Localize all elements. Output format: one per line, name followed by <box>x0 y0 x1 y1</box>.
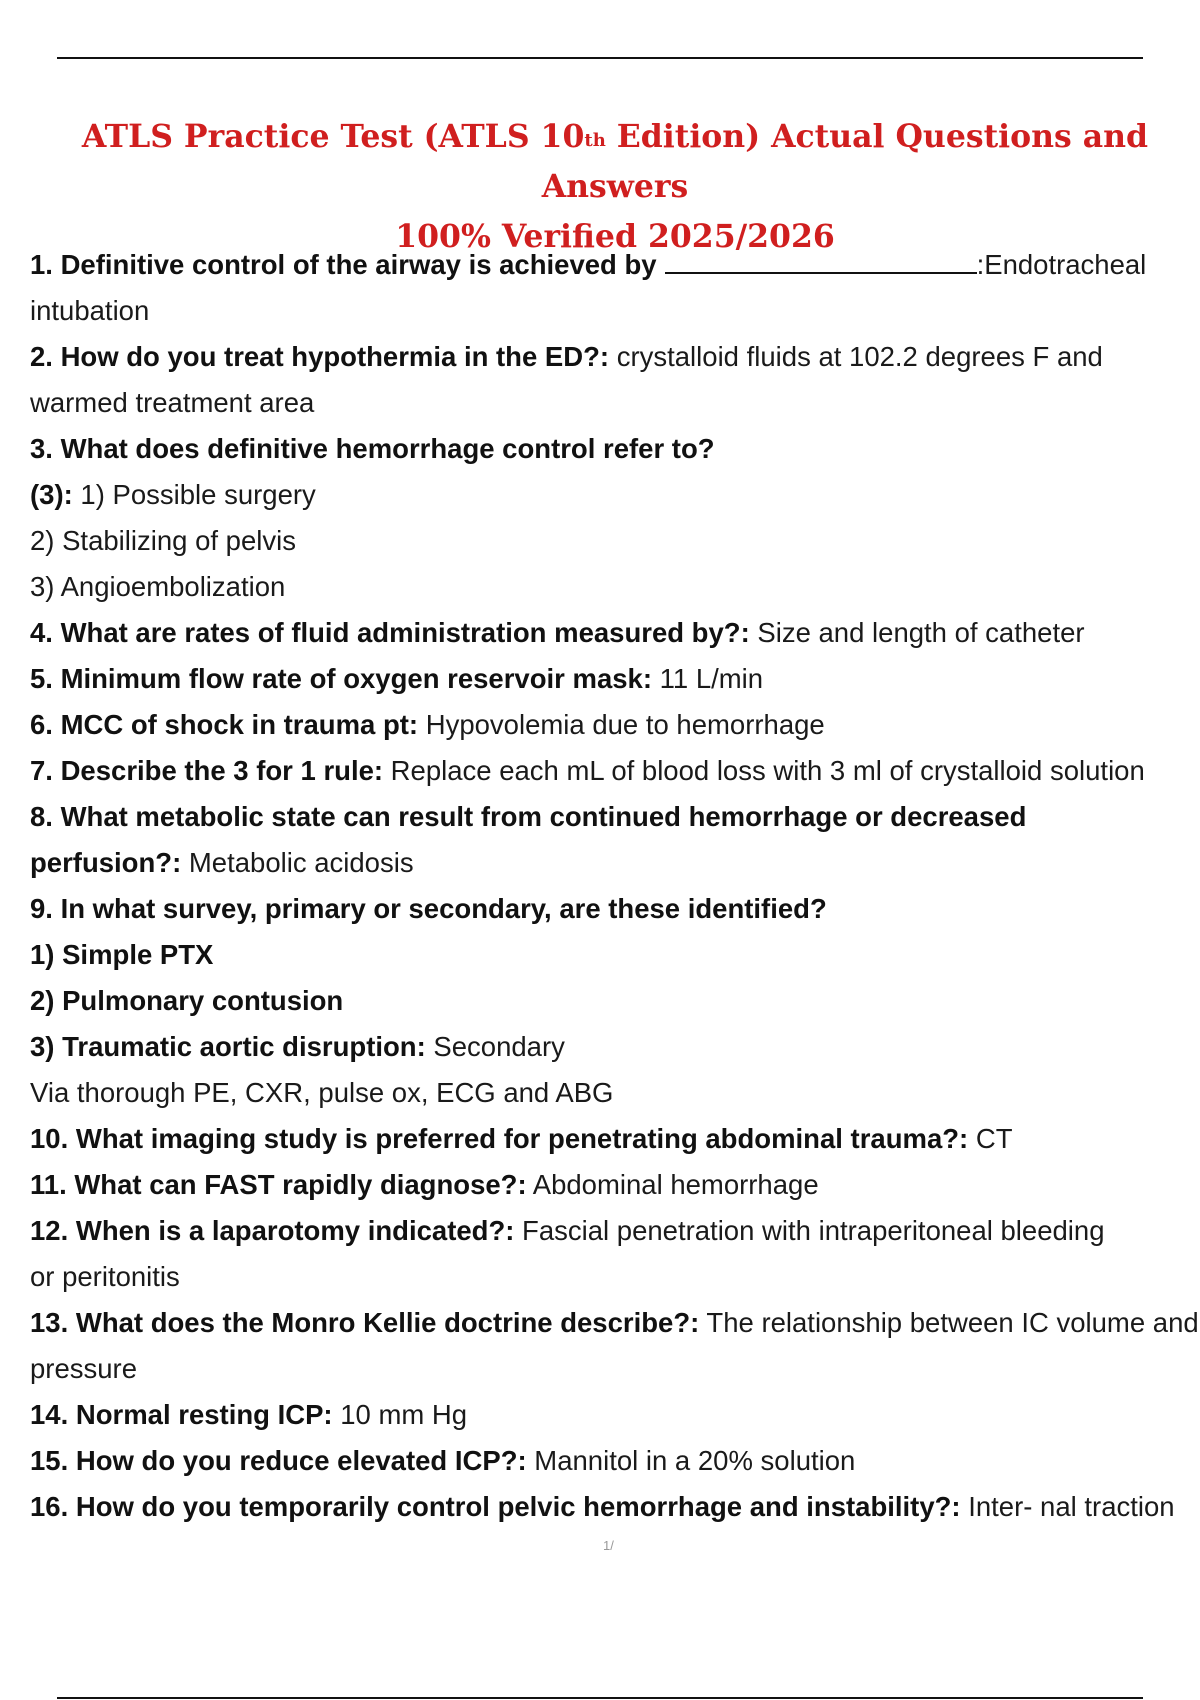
question-text: 1) Simple PTX <box>30 939 214 970</box>
qa-line <box>30 702 1200 748</box>
answer-text: 10 mm Hg <box>332 1399 468 1430</box>
qa-line <box>30 426 1200 472</box>
qa-line <box>30 1392 1200 1438</box>
question-text: 2) Pulmonary contusion <box>30 985 344 1016</box>
qa-line <box>30 1346 1200 1392</box>
question-text: 1. Definitive control of the airway is achieved by <box>30 249 657 280</box>
qa-line <box>30 794 1200 840</box>
title-line-2: 100% Verified 2025/2026 <box>395 218 835 255</box>
answer-text: 3) Angioembolization <box>30 571 286 602</box>
qa-line <box>30 1438 1200 1484</box>
answer-text: Via thorough PE, CXR, pulse ox, ECG and ABG <box>30 1077 614 1108</box>
qa-line <box>30 518 1200 564</box>
answer-text: Mannitol in a 20% solution <box>526 1445 856 1476</box>
answer-text: :Endotracheal <box>976 249 1147 280</box>
answer-text: 1) Possible surgery <box>72 479 316 510</box>
question-text: 3) Traumatic aortic disruption: <box>30 1031 426 1062</box>
qa-line <box>30 1070 1200 1116</box>
qa-line <box>30 1254 1200 1300</box>
qa-line <box>30 472 1200 518</box>
question-text: 2. How do you treat hypothermia in the ED?: <box>30 341 610 372</box>
title-line-1: ATLS Practice Test (ATLS 10th Edition) Actual Questions and Answers <box>81 118 1149 205</box>
bottom-rule <box>57 1697 1143 1699</box>
qa-line <box>30 656 1200 702</box>
answer-text: The relationship between IC volume and <box>699 1307 1199 1338</box>
qa-line <box>30 978 1200 1024</box>
question-text: 9. In what survey, primary or secondary, are these identified? <box>30 893 827 924</box>
qa-line <box>30 610 1200 656</box>
question-text: 3. What does definitive hemorrhage control refer to? <box>30 433 715 464</box>
question-text: 5. Minimum flow rate of oxygen reservoir mask: <box>30 663 652 694</box>
answer-text: crystalloid fluids at 102.2 degrees F and <box>609 341 1103 372</box>
answer-text: 11 L/min <box>652 663 764 694</box>
question-text: 15. How do you reduce elevated ICP?: <box>30 1445 527 1476</box>
answer-text: Fascial penetration with intraperitoneal bleeding <box>514 1215 1105 1246</box>
question-text: 7. Describe the 3 for 1 rule: <box>30 755 384 786</box>
answer-text: Inter- nal traction <box>960 1491 1175 1522</box>
question-text: 10. What imaging study is preferred for penetrating abdominal trauma?: <box>30 1123 969 1154</box>
answer-text: CT <box>968 1123 1013 1154</box>
answer-text: intubation <box>30 295 150 326</box>
qa-line <box>30 748 1200 794</box>
answer-text: Replace each mL of blood loss with 3 ml of crystalloid solution <box>383 755 1145 786</box>
question-text: 12. When is a laparotomy indicated?: <box>30 1215 515 1246</box>
qa-line <box>30 564 1200 610</box>
answer-text: 2) Stabilizing of pelvis <box>30 525 296 556</box>
qa-line <box>30 334 1200 380</box>
answer-text: Size and length of catheter <box>749 617 1085 648</box>
top-rule <box>57 57 1143 59</box>
question-text: 14. Normal resting ICP: <box>30 1399 333 1430</box>
qa-line <box>30 886 1200 932</box>
question-text: 13. What does the Monro Kellie doctrine describe?: <box>30 1307 700 1338</box>
qa-line <box>30 380 1200 426</box>
question-text: 6. MCC of shock in trauma pt: <box>30 709 419 740</box>
question-text: 16. How do you temporarily control pelvic hemorrhage and instability?: <box>30 1491 961 1522</box>
qa-line <box>30 288 1200 334</box>
answer-text: warmed treatment area <box>30 387 315 418</box>
qa-line <box>30 932 1200 978</box>
answer-text: pressure <box>30 1353 137 1384</box>
document-title <box>30 112 1200 262</box>
question-text: 11. What can FAST rapidly diagnose?: <box>30 1169 527 1200</box>
qa-line <box>30 840 1200 886</box>
qa-line <box>30 1162 1200 1208</box>
qa-line <box>30 1208 1200 1254</box>
answer-text: or peritonitis <box>30 1261 180 1292</box>
qa-line <box>30 1024 1200 1070</box>
qa-line <box>30 1300 1200 1346</box>
qa-line <box>30 1116 1200 1162</box>
question-text: 4. What are rates of fluid administration measured by?: <box>30 617 750 648</box>
answer-text: Metabolic acidosis <box>181 847 414 878</box>
page-number: 1/ <box>603 1538 614 1553</box>
qa-line <box>30 1484 1200 1530</box>
question-text: perfusion?: <box>30 847 182 878</box>
question-text: (3): <box>30 479 73 510</box>
answer-blank <box>665 248 977 274</box>
answer-text: Abdominal hemorrhage <box>526 1169 819 1200</box>
answer-text: Hypovolemia due to hemorrhage <box>418 709 825 740</box>
qa-list <box>30 242 1200 1530</box>
question-text: 8. What metabolic state can result from continued hemorrhage or decreased <box>30 801 1027 832</box>
answer-text: Secondary <box>425 1031 565 1062</box>
qa-line <box>30 242 1200 288</box>
